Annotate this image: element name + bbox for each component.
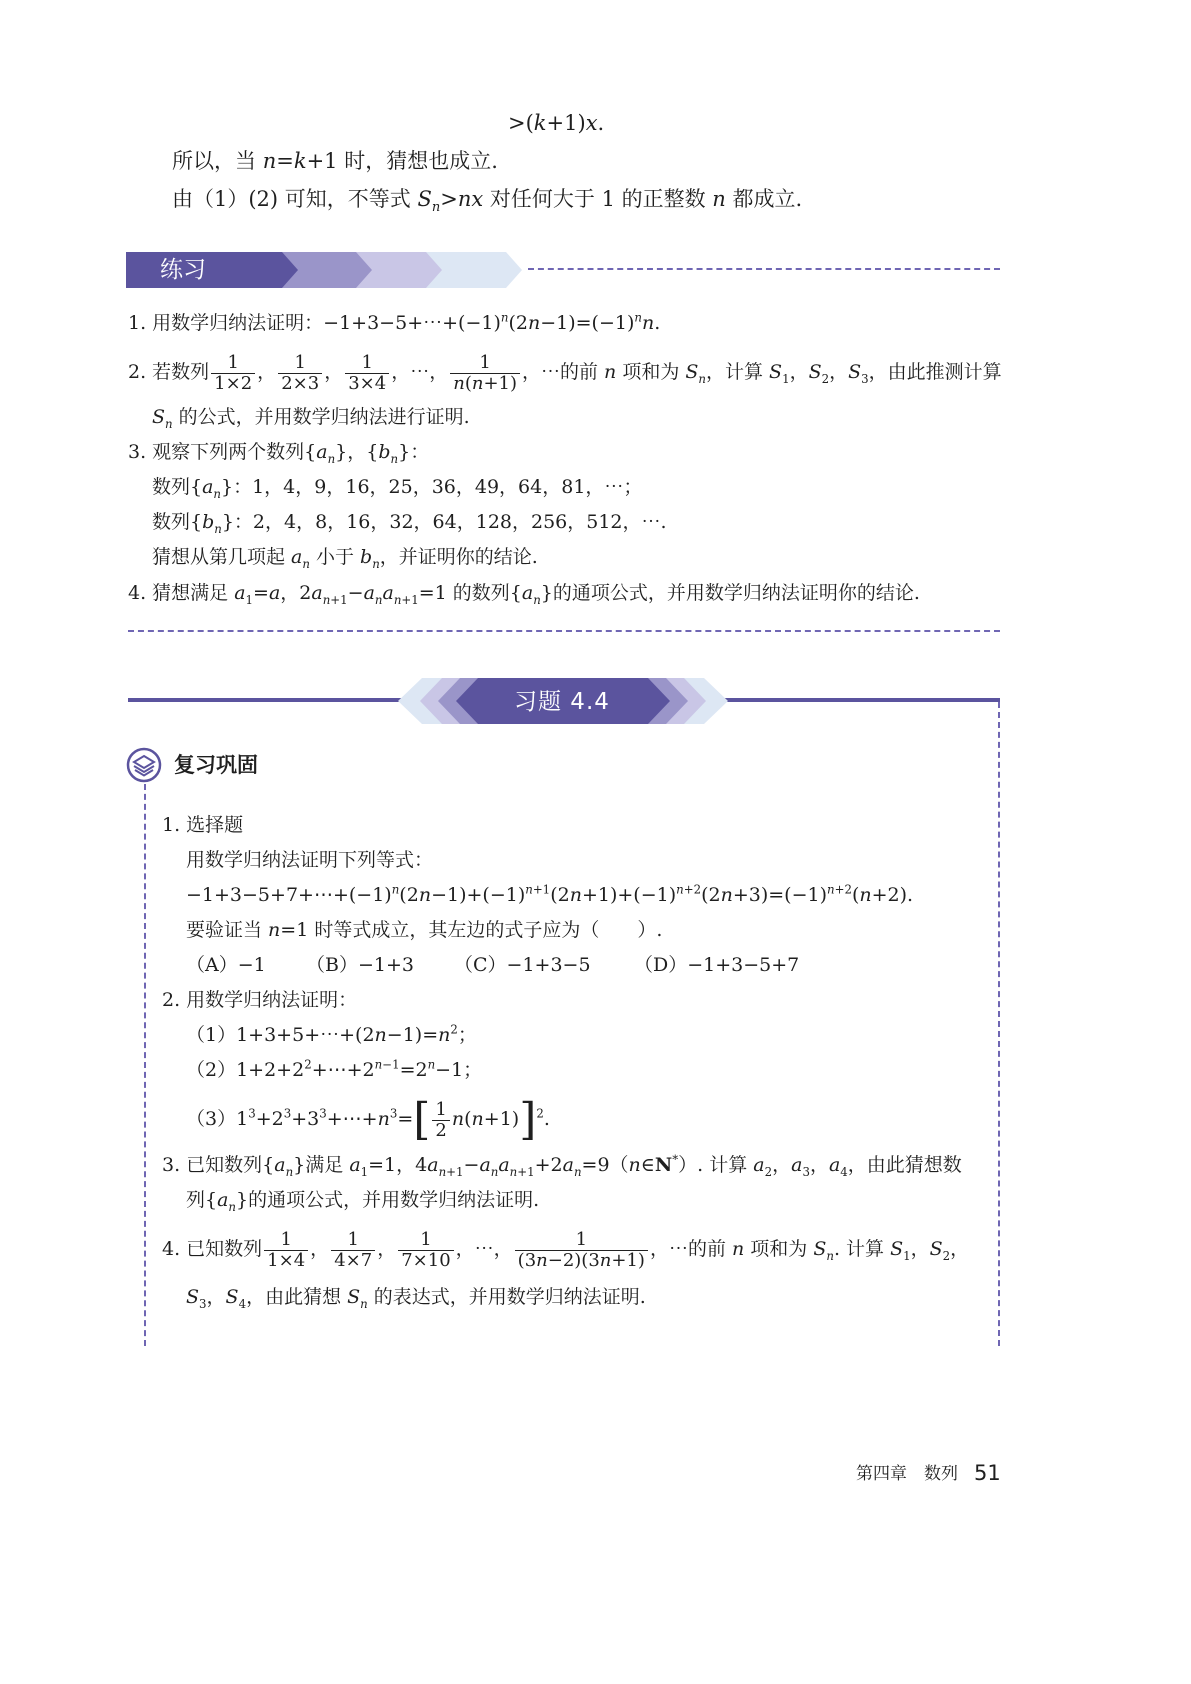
practice-seq-a: 数列$\{a_n\}$：1，4，9，16，25，36，49，64，81，⋯； xyxy=(152,476,643,501)
exercise-frame-right xyxy=(998,702,1000,1346)
proof-line-2: 所以，当 n=k+1 时，猜想也成立. xyxy=(172,149,498,173)
q4-line2: $S_3$，$S_4$，由此猜想 $S_n$ 的表达式，并用数学归纳法证明. xyxy=(186,1286,646,1311)
practice-guess: 猜想从第几项起 $a_n$ 小于 $b_n$，并证明你的结论. xyxy=(152,546,538,571)
proof-line-3: 由（1）(2) 可知，不等式 $S_n>nx$ 对任何大于 1 的正整数 n 都成立. xyxy=(172,187,803,216)
footer-chapter: 第四章 数列 xyxy=(856,1464,958,1484)
exercise-rule-left xyxy=(128,698,408,702)
practice-seq-b: 数列$\{b_n\}$：2，4，8，16，32，64，128，256，512，⋯. xyxy=(152,511,667,536)
practice-title: 练习 xyxy=(160,257,206,283)
practice-item-3: 3. 观察下列两个数列$\{a_n\}$，$\{b_n\}$： xyxy=(128,441,430,466)
q1-line2: $-1+3-5+7+\cdots+(-1)^n(2n-1)+(-1)^{n+1}(2n+1)+(-1)^{n+2}(2n+3)=(-1)^{n+2}(n+2)$. xyxy=(186,882,914,906)
q1-choice-d: （D）−1+3−5+7 xyxy=(634,954,800,976)
exercise-rule-right xyxy=(720,698,1000,702)
q2-part3: $(3)1^3+2^3+3^3+\cdots+n^3=$[ $\frac{1}{2}$ n(n+1)]$^2$. xyxy=(186,1094,550,1145)
q1-choice-a: （A）−1 xyxy=(186,954,266,976)
q4-line1: 4. 已知数列 $\frac{1}{1\times 4}$ ， $\frac{1}{4\times 7}$ ， $\frac{1}{7\times 10}$ ，⋯， $\frac{1}{(3n-2)(3n+1)}$ ，⋯的前 n 项和为 $S_n$. 计算 $S_1$，$S_2$， xyxy=(162,1228,970,1271)
q3-line1: 3. 已知数列$\{a_n\}$满足 $a_1=1$，$4a_{n+1}-a_na_{n+1}+2a_n=9(n\in N^*)$. 计算 $a_2$，$a_3$，$a_4$，由此猜想数 xyxy=(162,1152,962,1179)
practice-banner xyxy=(126,252,1006,288)
practice-item-2-cont: $S_n$ 的公式，并用数学归纳法进行证明. xyxy=(152,406,470,431)
q1-line1: 用数学归纳法证明下列等式： xyxy=(186,849,434,871)
q3-line2: 列$\{a_n\}$的通项公式，并用数学归纳法证明. xyxy=(186,1189,540,1214)
practice-item-1: 1. 用数学归纳法证明：$-1+3-5+\cdots+(-1)^n(2n-1)=(-1)^nn$. xyxy=(128,310,661,334)
section-title: 复习巩固 xyxy=(174,753,258,777)
layers-icon xyxy=(126,747,162,783)
q1-head: 1. 选择题 xyxy=(162,814,244,836)
q1-choice-c: （C）−1+3−5 xyxy=(454,954,591,976)
practice-top-dashes xyxy=(528,268,1000,270)
q2-part1: $(1)1+3+5+\cdots+(2n-1)=n^2$； xyxy=(186,1022,477,1046)
q2-head: 2. 用数学归纳法证明： xyxy=(162,989,358,1011)
proof-line-1: >(k+1)x. xyxy=(508,111,605,135)
practice-item-4: 4. 猜想满足 $a_1=a$，$2a_{n+1}-a_na_{n+1}=1$ 的数列$\{a_n\}$的通项公式，并用数学归纳法证明你的结论. xyxy=(128,582,920,607)
practice-item-2: 2. 若数列 $\frac{1}{1\times 2}$ ， $\frac{1}{2\times 3}$ ， $\frac{1}{3\times 4}$ ，⋯， $\frac{1}{n(n+1)}$ ，⋯的前 n 项和为 $S_n$，计算 $S_1$，$S_2$，$S_3$，由此推测计算 xyxy=(128,351,1002,394)
q1-choice-b: （B）−1+3 xyxy=(306,954,414,976)
exercise-title: 习题 4.4 xyxy=(514,689,610,715)
practice-bottom-dashes xyxy=(128,630,1000,632)
page-number: 51 xyxy=(974,1461,1001,1485)
exercise-frame-left xyxy=(144,784,146,1346)
q2-part2: $(2)1+2+2^2+\cdots+2^{n-1}=2^n-1$； xyxy=(186,1057,483,1081)
q1-line3: 要验证当 n=1 时等式成立，其左边的式子应为（ ）. xyxy=(186,919,663,941)
